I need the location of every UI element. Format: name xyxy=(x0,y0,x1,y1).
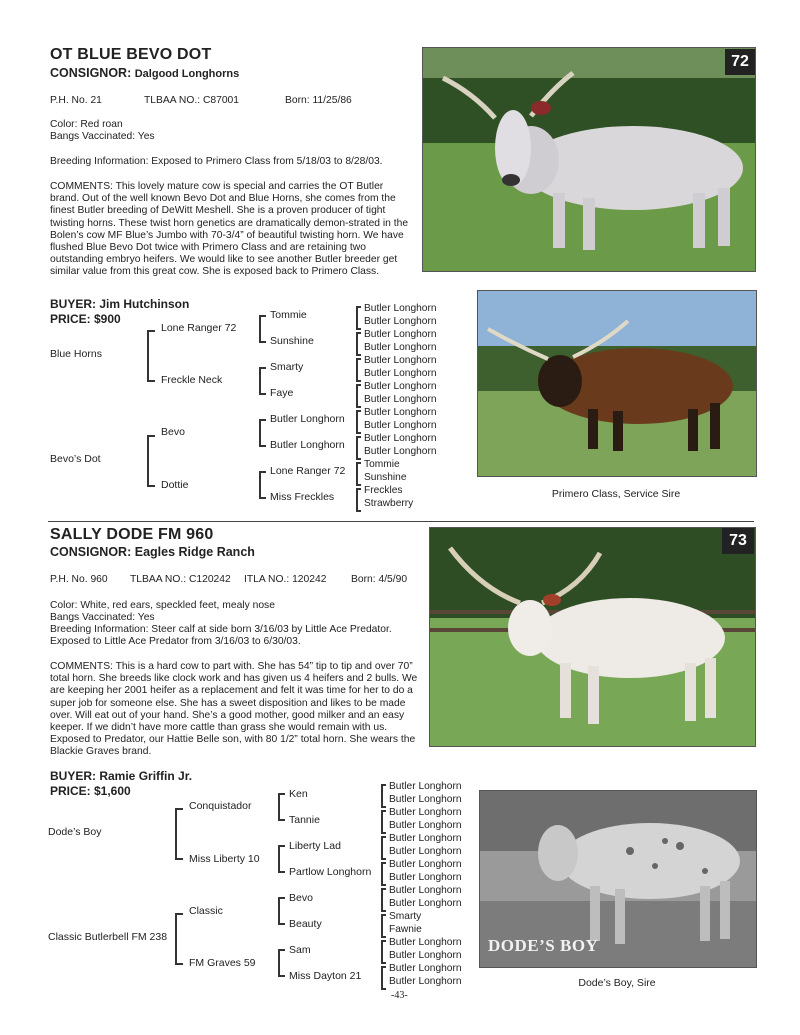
lot72-color: Color: Red roan xyxy=(50,119,123,130)
bracket xyxy=(356,384,361,408)
bracket xyxy=(381,810,386,834)
bracket xyxy=(147,435,155,487)
lot72-g2-2: Freckle Neck xyxy=(161,374,223,386)
lot73-color: Color: White, red ears, speckled feet, mealy nose xyxy=(50,600,275,611)
bracket xyxy=(356,332,361,356)
g4-name: Butler Longhorn xyxy=(364,407,437,418)
lot72-g2-1: Lone Ranger 72 xyxy=(161,322,237,334)
lot73-sire-photo xyxy=(479,790,757,968)
bracket xyxy=(356,488,361,512)
bracket xyxy=(356,462,361,486)
g4-name: Butler Longhorn xyxy=(364,355,437,366)
lot73-g3-7: Sam xyxy=(289,944,311,956)
g4-name: Tommie xyxy=(364,459,400,470)
g4-name: Butler Longhorn xyxy=(389,833,462,844)
bracket xyxy=(175,808,183,860)
lot73-g3-1: Ken xyxy=(289,788,308,800)
g4-name: Butler Longhorn xyxy=(389,846,462,857)
lot73-price: PRICE: $1,600 xyxy=(50,784,131,798)
lot73-g2-3: Classic xyxy=(189,905,223,917)
bracket xyxy=(278,897,285,925)
bracket xyxy=(259,315,266,343)
lot72-g3-8: Miss Freckles xyxy=(270,491,335,503)
bracket xyxy=(356,358,361,382)
lot73-consignor xyxy=(50,545,255,559)
lot73-sire: Dode’s Boy xyxy=(48,826,102,838)
lot73-bangs: Bangs Vaccinated: Yes xyxy=(50,612,155,623)
g4-name: Butler Longhorn xyxy=(389,872,462,883)
lot73-g2-4: FM Graves 59 xyxy=(189,957,256,969)
bracket xyxy=(175,913,183,965)
g4-name: Fawnie xyxy=(389,924,422,935)
bracket xyxy=(278,793,285,821)
lot72-price: PRICE: $900 xyxy=(50,312,121,326)
bracket xyxy=(259,471,266,499)
bracket xyxy=(356,306,361,330)
consignor-name: Dalgood Longhorns xyxy=(134,68,240,80)
lot73-g3-8: Miss Dayton 21 xyxy=(289,970,362,982)
lot72-sire-caption: Primero Class, Service Sire xyxy=(551,488,681,500)
lot72-sire-photo xyxy=(477,290,757,477)
lot73-ph: P.H. No. 960 xyxy=(50,574,108,585)
bracket xyxy=(278,845,285,873)
g4-name: Butler Longhorn xyxy=(389,976,462,987)
lot72-g3-6: Butler Longhorn xyxy=(270,439,345,451)
lot73-g3-4: Partlow Longhorn xyxy=(289,866,372,878)
lot73-cow-photo xyxy=(429,527,756,747)
lot73-buyer: BUYER: Ramie Griffin Jr. xyxy=(50,769,193,783)
bracket xyxy=(381,784,386,808)
lot72-comments: COMMENTS: This lovely mature cow is special and carries the OT Butler brand. Out of the well known Bevo Dot and Blue Horns, she comes from the finest Butler breeding of DeWitt Meshell. She is a proven producer of tight twisting horns. These twist horn genetics are dramatically demon-strated in the Bolen’s cow MF Blue’s Jumbo with 70-3/4” of beautiful twisting horn. We have flushed Blue Bevo Dot twice with Primero Class and are retaining two outstanding embryo heifers. We would like to see another Butler breeder get similar value from this great cow. She is exposed back to Primero Class. xyxy=(50,181,409,278)
consignor-label: CONSIGNOR: xyxy=(50,545,132,559)
g4-name: Butler Longhorn xyxy=(389,937,462,948)
lot73-sire-caption: Dode’s Boy, Sire xyxy=(578,977,656,989)
g4-name: Butler Longhorn xyxy=(364,316,437,327)
lot72-g3-5: Butler Longhorn xyxy=(270,413,345,425)
lot73-lot-badge: 73 xyxy=(722,528,754,554)
lot73-g4-list xyxy=(389,780,462,988)
bracket xyxy=(381,888,386,912)
bracket xyxy=(381,914,386,938)
bracket xyxy=(356,410,361,434)
lot72-born: Born: 11/25/86 xyxy=(285,95,352,106)
lot72-bangs: Bangs Vaccinated: Yes xyxy=(50,131,155,142)
lot72-lot-badge: 72 xyxy=(725,49,755,75)
lot73-sire-photo-label: DODE’S BOY xyxy=(488,936,599,955)
lot72-g4-list xyxy=(364,302,437,510)
g4-name: Butler Longhorn xyxy=(389,794,462,805)
section-divider xyxy=(48,521,754,522)
lot73-g2-2: Miss Liberty 10 xyxy=(189,853,260,865)
g4-name: Smarty xyxy=(389,911,422,922)
g4-name: Sunshine xyxy=(364,472,407,483)
lot73-dam: Classic Butlerbell FM 238 xyxy=(48,931,168,943)
bracket xyxy=(147,330,155,382)
g4-name: Butler Longhorn xyxy=(389,898,462,909)
g4-name: Butler Longhorn xyxy=(364,303,437,314)
bracket xyxy=(381,966,386,990)
g4-name: Butler Longhorn xyxy=(389,859,462,870)
lot73-born: Born: 4/5/90 xyxy=(351,574,408,585)
g4-name: Butler Longhorn xyxy=(364,420,437,431)
bracket xyxy=(259,367,266,395)
bracket xyxy=(278,949,285,977)
lot72-g3-4: Faye xyxy=(270,387,294,399)
g4-name: Butler Longhorn xyxy=(389,807,462,818)
bracket xyxy=(381,836,386,860)
lot73-tlbaa: TLBAA NO.: C120242 xyxy=(130,574,231,585)
lot73-g2-1: Conquistador xyxy=(189,800,252,812)
bracket xyxy=(381,940,386,964)
g4-name: Butler Longhorn xyxy=(364,329,437,340)
lot73-g3-5: Bevo xyxy=(289,892,313,904)
lot72-sire: Blue Horns xyxy=(50,348,102,360)
g4-name: Butler Longhorn xyxy=(389,963,462,974)
g4-name: Butler Longhorn xyxy=(389,781,462,792)
g4-name: Butler Longhorn xyxy=(389,820,462,831)
g4-name: Butler Longhorn xyxy=(364,394,437,405)
lot72-dam: Bevo’s Dot xyxy=(50,453,101,465)
lot72-g3-7: Lone Ranger 72 xyxy=(270,465,346,477)
lot73-g3-2: Tannie xyxy=(289,814,320,826)
lot73-comments: COMMENTS: This is a hard cow to part with. She has 54” tip to tip and over 70” total horn. She breeds like clock work and has given us 4 heifers and 2 bulls. We are keeping her 2001 heifer as a replacement and felt it was time for her to do a super job for someone else. She has a sweet disposition and likes to be made over. Will eat out of your hand. She’s a good mother, good milker and an easy keeper. If we didn’t have more cattle than grass she would remain with us. Exposed to Predator, our Hattie Belle son, with 80 1/2” total horn. She wears the Blackie Graves brand. xyxy=(50,661,418,758)
lot72-g2-4: Dottie xyxy=(161,479,189,491)
page-number: -43- xyxy=(391,990,408,1001)
lot73-itla: ITLA NO.: 120242 xyxy=(244,574,327,585)
bracket xyxy=(381,862,386,886)
consignor-label: CONSIGNOR: xyxy=(50,66,132,80)
g4-name: Butler Longhorn xyxy=(389,950,462,961)
bracket xyxy=(356,436,361,460)
lot72-tlbaa: TLBAA NO.: C87001 xyxy=(144,95,240,106)
lot72-g3-3: Smarty xyxy=(270,361,304,373)
g4-name: Butler Longhorn xyxy=(389,885,462,896)
lot72-ph: P.H. No. 21 xyxy=(50,95,102,106)
lot72-cow-photo xyxy=(422,47,756,272)
lot73-g3-6: Beauty xyxy=(289,918,322,930)
lot72-buyer: BUYER: Jim Hutchinson xyxy=(50,297,190,311)
lot72-breeding: Breeding Information: Exposed to Primero Class from 5/18/03 to 8/28/03. xyxy=(50,156,383,167)
g4-name: Butler Longhorn xyxy=(364,446,437,457)
lot72-g3-2: Sunshine xyxy=(270,335,314,347)
consignor-name: Eagles Ridge Ranch xyxy=(134,545,255,559)
lot73-breeding: Breeding Information: Steer calf at side born 3/16/03 by Little Ace Predator. Exposed to Little Ace Predator from 3/16/03 to 6/30/03. xyxy=(50,624,392,648)
g4-name: Butler Longhorn xyxy=(364,433,437,444)
lot72-consignor xyxy=(50,66,239,80)
lot72-g2-3: Bevo xyxy=(161,426,185,438)
lot73-title: SALLY DODE FM 960 xyxy=(50,526,214,543)
bracket xyxy=(259,419,266,447)
g4-name: Strawberry xyxy=(364,498,414,509)
lot73-g3-3: Liberty Lad xyxy=(289,840,341,852)
lot72-g3-1: Tommie xyxy=(270,309,307,321)
g4-name: Butler Longhorn xyxy=(364,342,437,353)
g4-name: Butler Longhorn xyxy=(364,381,437,392)
lot72-title: OT BLUE BEVO DOT xyxy=(50,46,212,63)
g4-name: Butler Longhorn xyxy=(364,368,437,379)
g4-name: Freckles xyxy=(364,485,403,496)
